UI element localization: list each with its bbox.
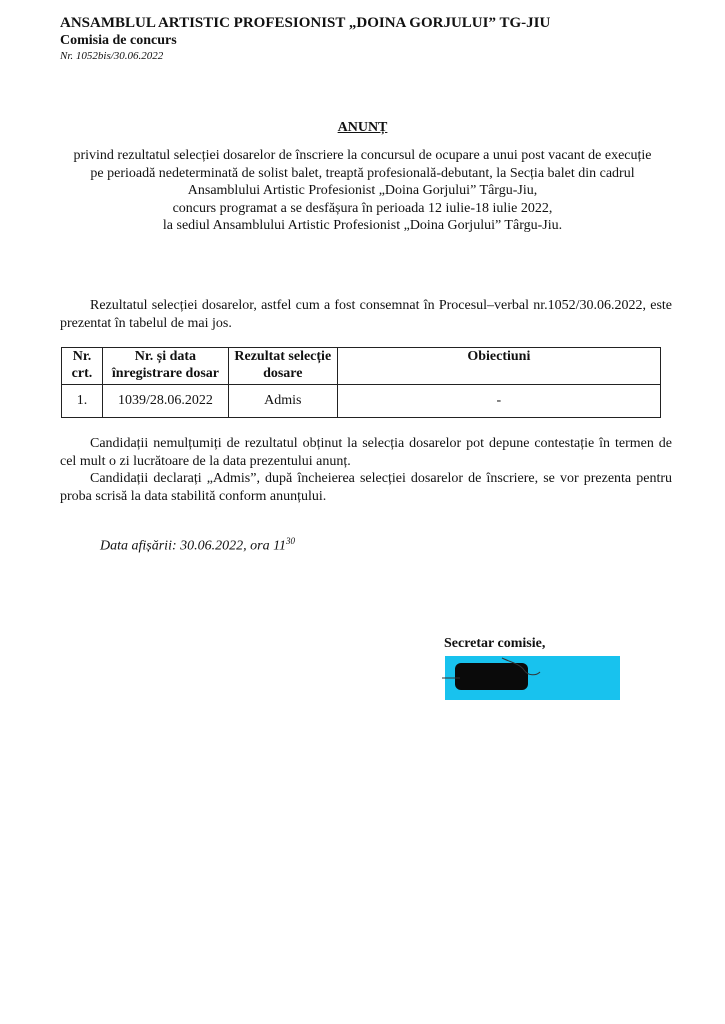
posting-date: [100, 536, 295, 555]
cell-result: Admis: [228, 385, 337, 418]
reference-number: Nr. 1052bis/30.06.2022: [60, 50, 164, 62]
table-header-row: [62, 348, 661, 385]
subject-line: la sediul Ansamblului Artistic Profesionist „Doina Gorjului” Târgu-Jiu.: [162, 218, 563, 233]
committee-name: Comisia de concurs: [60, 33, 177, 48]
cell-nr: 1.: [62, 385, 103, 418]
signature-role: Secretar comisie,: [444, 636, 546, 651]
table-row: [62, 385, 661, 418]
signature-strokes: [440, 640, 560, 700]
announcement-subject: [50, 147, 675, 235]
header-result: Rezultat selecție dosare: [228, 348, 337, 385]
subject-line: Ansamblului Artistic Profesionist „Doina Gorjului” Târgu-Jiu,: [187, 183, 538, 198]
results-table: [61, 347, 661, 418]
header-nr: Nr. crt.: [62, 348, 103, 385]
admitted-paragraph: [60, 470, 672, 506]
contest-paragraph: [60, 435, 672, 471]
posting-date-label: Data afișării: 30.06.2022, ora 11: [100, 538, 287, 554]
institution-name: ANSAMBLUL ARTISTIC PROFESIONIST „DOINA GORJULUI” TG-JIU: [60, 15, 551, 31]
cell-objections: -: [337, 385, 660, 418]
header-registration: Nr. și data înregistrare dosar: [102, 348, 228, 385]
subject-line: pe perioadă nedeterminată de solist balet, treaptă profesională-debutant, la Secția balet din cadrul: [90, 165, 635, 181]
announcement-title: ANUNȚ: [337, 120, 388, 135]
subject-line: concurs programat a se desfășura în perioada 12 iulie-18 iulie 2022,: [172, 200, 553, 216]
intro-paragraph: [60, 297, 672, 333]
header-objections: Obiectiuni: [337, 348, 660, 385]
subject-line: privind rezultatul selecției dosarelor de înscriere la concursul de ocupare a unui post vacant de execuție: [73, 148, 652, 163]
contest-text: Candidații nemulțumiți de rezultatul obținut la selecția dosarelor pot depune contestație în termen de cel mult o zi lucrătoare de la data prezentului anunț.: [60, 436, 672, 469]
cell-registration: 1039/28.06.2022: [102, 385, 228, 418]
intro-text: Rezultatul selecției dosarelor, astfel cum a fost consemnat în Procesul–verbal nr.1052/30.06.2022, este prezentat în tabelul de mai jos.: [60, 298, 672, 331]
posting-time-minutes: 30: [286, 536, 296, 546]
admitted-text: Candidații declarați „Admis”, după încheierea selecției dosarelor de înscriere, se vor prezenta pentru proba scrisă la data stabilită conform anunțului.: [60, 471, 672, 504]
